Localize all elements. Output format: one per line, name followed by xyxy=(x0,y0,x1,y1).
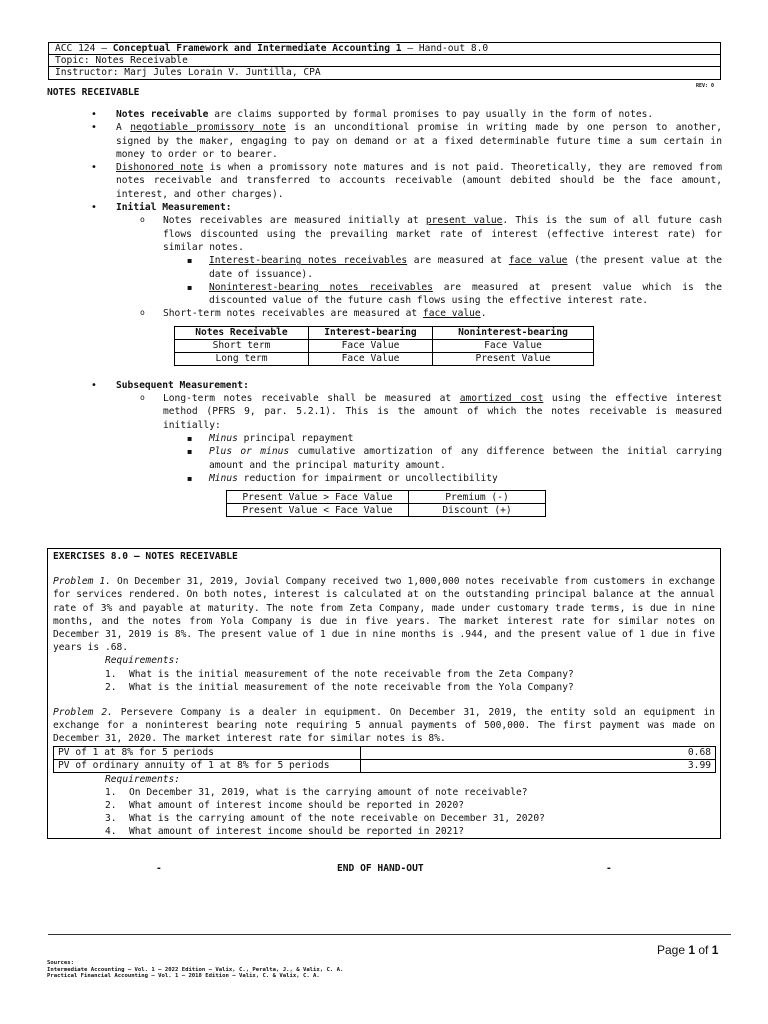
table-row: PV of ordinary annuity of 1 at 8% for 5 periods 3.99 xyxy=(54,759,716,772)
sub-present-value: o Notes receivables are measured initially at present value. This is the sum of all future cash flows discounted using the prevailing market rate of interest (effective interest rate) for similar notes. xyxy=(48,214,722,254)
table-row: Present Value < Face Value Discount (+) xyxy=(227,504,546,517)
sq-interest-bearing: ▪ Interest-bearing notes receivables are measured at face value (the present value at the date of issuance). xyxy=(48,254,722,281)
course-title: Conceptual Framework and Intermediate Accounting 1 xyxy=(112,43,402,54)
sq-minus-impairment: ▪ Minus reduction for impairment or uncollectibility xyxy=(48,472,722,485)
revision-label: REV: 0 xyxy=(696,83,715,89)
list-item: 2. What amount of interest income should be reported in 2020? xyxy=(105,800,465,812)
table-header-row: Notes Receivable Interest-bearing Noninterest-bearing xyxy=(175,326,594,339)
exercises-box xyxy=(47,548,721,839)
sub-short-term: o Short-term notes receivables are measured at face value. xyxy=(48,307,722,320)
bullet-promissory-note: • A negotiable promissory note is an unconditional promise in writing made by one person to another, signed by the maker, engaging to pay on demand or at a fixed determinable future time a sum certain in money to order or to bearer. xyxy=(48,121,722,161)
sq-minus-principal: ▪ Minus principal repayment xyxy=(48,432,722,445)
problem-1-requirements: Requirements: xyxy=(105,655,181,667)
list-item: 4. What amount of interest income should be reported in 2021? xyxy=(105,826,465,838)
list-item: 1. What is the initial measurement of the note receivable from the Zeta Company? xyxy=(105,668,574,680)
footer-divider xyxy=(48,934,731,935)
bullet-subsequent-measurement: • Subsequent Measurement: xyxy=(48,379,722,392)
problem-2-requirements: Requirements: xyxy=(105,773,181,785)
instructor-line: Instructor: Marj Jules Lorain V. Juntilla, CPA xyxy=(55,67,321,78)
table-row: PV of 1 at 8% for 5 periods 0.68 xyxy=(54,746,716,759)
sq-plus-minus-amortization: ▪ Plus or minus cumulative amortization of any difference between the initial carrying amount and the principal maturity amount. xyxy=(48,445,722,472)
end-of-handout: END OF HAND-OUT xyxy=(337,863,424,874)
notes-content xyxy=(48,108,722,517)
problem-2: Problem 2. Persevere Company is a dealer in equipment. On December 31, 2019, the entity sold an equipment in exchange for a noninterest bearing note requiring 5 annual payments of 500,000. The first payment was made on December 31, 2020. The market interest rate for similar notes is 8%. xyxy=(53,707,715,745)
problem-1: Problem 1. On December 31, 2019, Jovial Company received two 1,000,000 notes receivable from customers in exchange for services rendered. On both notes, interest is calculated at on the outstanding principal balance at the annual rate of 3% and payable at maturity. The note from Zeta Company, made under customary trade terms, is due in nine months, and the notes from Yola Company is due in five years. The market interest rate for similar notes on December 31, 2019 is 8%. The present value of 1 due in nine months is .944, and the present value of 1 due in five years is .68. xyxy=(53,576,715,654)
page-number: Page 1 of 1 xyxy=(657,943,719,957)
end-dash-right: - xyxy=(606,863,612,874)
sub-amortized-cost: o Long-term notes receivable shall be measured at amortized cost using the effective interest method (PFRS 9, par. 5.2.1). This is the amount of which the notes receivable is measured initially: xyxy=(48,392,722,432)
sources: Sources: Intermediate Accounting – Vol. 1 – 2022 Edition – Valix, C., Peralta, J., & Valix, C. A. Practical Financial Accounting – Vol. 1 – 2018 Edition – Valix, C. & Valix, C. A. xyxy=(47,960,344,979)
table-row: Short term Face Value Face Value xyxy=(175,339,594,352)
table-row: Present Value > Face Value Premium (-) xyxy=(227,491,546,504)
list-item: 2. What is the initial measurement of the note receivable from the Yola Company? xyxy=(105,681,574,693)
source-2: Practical Financial Accounting – Vol. 1 – 2018 Edition – Valix, C. & Valix, C. A. xyxy=(47,973,320,979)
topic-line: Topic: Notes Receivable xyxy=(49,55,720,67)
sq-noninterest-bearing: ▪ Noninterest-bearing notes receivables are measured at present value which is the discounted value of the future cash flows using the effective interest rate. xyxy=(48,281,722,308)
bullet-initial-measurement: • Initial Measurement: xyxy=(48,201,722,214)
pv-factor-table xyxy=(53,746,716,773)
end-dash-left: - xyxy=(156,863,162,874)
source-1: Intermediate Accounting – Vol. 1 – 2022 Edition – Valix, C., Peralta, J., & Valix, C. A. xyxy=(47,966,344,973)
table-row: Long term Face Value Present Value xyxy=(175,352,594,365)
exercises-title: EXERCISES 8.0 – NOTES RECEIVABLE xyxy=(53,551,238,562)
measurement-table xyxy=(174,326,594,366)
course-line: ACC 124 – Conceptual Framework and Intermediate Accounting 1 – Hand-out 8.0 xyxy=(49,43,720,55)
bullet-dishonored-note: • Dishonored note is when a promissory note matures and is not paid. Theoretically, they are removed from notes receivable and transferred to accounts receivable (amount debited should be the face amount, interest, and other charges). xyxy=(48,161,722,201)
section-title: NOTES RECEIVABLE xyxy=(47,87,140,98)
premium-discount-table xyxy=(226,490,546,517)
header-box xyxy=(48,42,721,80)
bullet-notes-receivable: • Notes receivable are claims supported by formal promises to pay usually in the form of notes. xyxy=(48,108,722,121)
list-item: 1. On December 31, 2019, what is the carrying amount of note receivable? xyxy=(105,786,528,798)
list-item: 3. What is the carrying amount of the note receivable on December 31, 2020? xyxy=(105,813,545,825)
